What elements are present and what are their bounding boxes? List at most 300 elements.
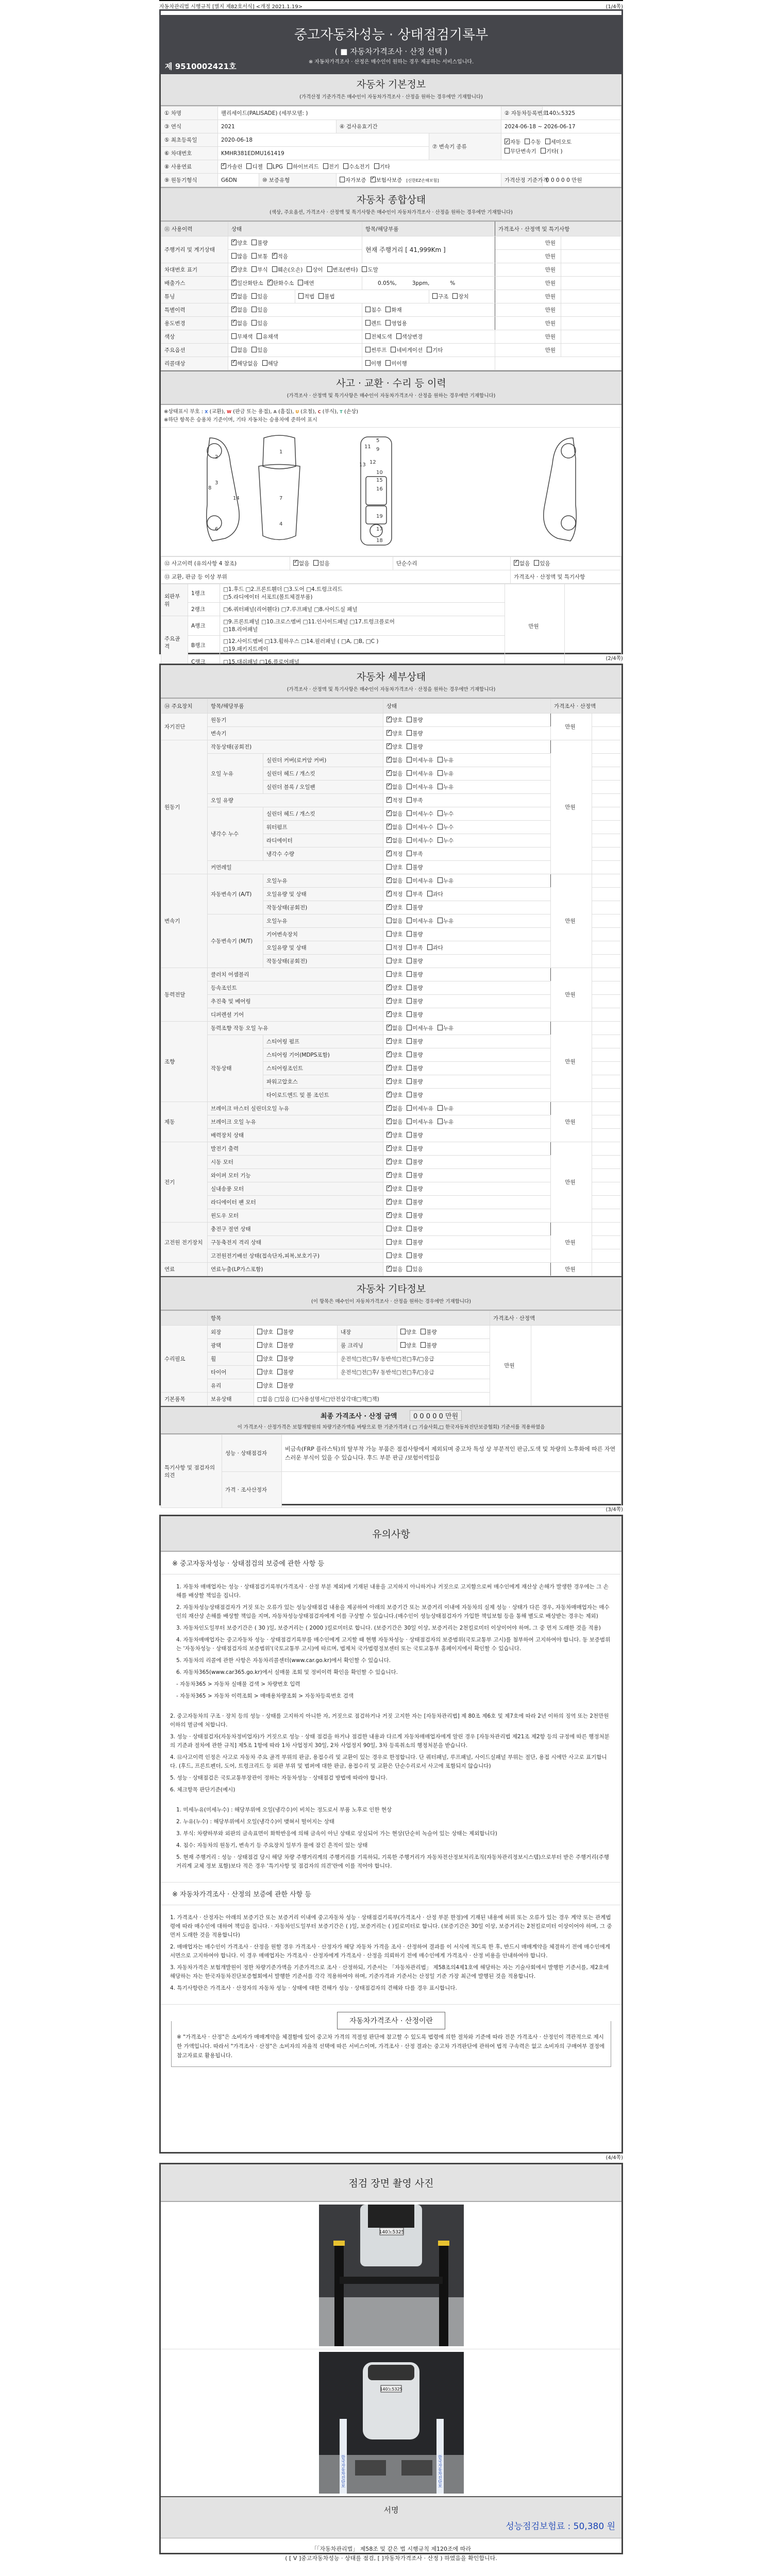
checkbox[interactable] (340, 177, 345, 182)
checkbox[interactable] (438, 1118, 443, 1124)
won-unit: 만원 (495, 317, 561, 330)
checkbox[interactable] (386, 998, 392, 1004)
form-header (159, 0, 623, 9)
checkbox[interactable] (407, 864, 412, 870)
accident-header (161, 370, 621, 405)
item-label: 등속조인트 (208, 981, 383, 995)
won-unit: 만원 (495, 263, 561, 277)
col-header: 가격조사 · 산정액 (490, 1311, 621, 1326)
checkbox[interactable] (407, 891, 412, 896)
checkbox[interactable] (293, 560, 298, 566)
won-unit: 만원 (495, 277, 561, 290)
checkbox[interactable] (407, 1172, 412, 1178)
document-title: 중고자동차성능 · 상태점검기록부 (294, 27, 489, 43)
label-transmission: ⑦ 변속기 종류 (429, 133, 501, 160)
checkbox[interactable] (421, 1342, 426, 1348)
price-assessment-box (161, 2004, 621, 2074)
rankA-parts-2: □18.리어패널 (223, 626, 258, 633)
checkbox[interactable] (251, 266, 257, 272)
checkbox[interactable] (407, 730, 412, 736)
record-number: 제 9510002421호 (165, 62, 237, 71)
checkbox[interactable] (365, 320, 371, 326)
checkbox[interactable] (407, 1159, 412, 1164)
label-usage: 용도변경 (161, 317, 228, 330)
checkbox[interactable] (374, 163, 379, 169)
part-label: 작동상태(공회전) (263, 955, 383, 968)
checkbox[interactable] (438, 877, 443, 883)
part-label: 오일누유 (263, 874, 383, 888)
checkbox[interactable] (386, 1145, 392, 1151)
checkbox[interactable] (386, 1132, 392, 1138)
checkbox[interactable] (407, 743, 412, 749)
device-group: 동력전달 (161, 968, 208, 1022)
section-title: 유의사항 (372, 1529, 410, 1540)
photo-row (161, 2349, 621, 2497)
checkbox[interactable] (386, 784, 392, 789)
checkbox[interactable] (407, 1266, 412, 1272)
status-options: ✓ 양호 불량 (383, 1129, 551, 1142)
checkbox[interactable] (257, 1329, 262, 1334)
checkbox[interactable] (400, 1329, 406, 1334)
part-number: 16 (376, 486, 383, 492)
checkbox[interactable] (365, 360, 371, 366)
checkbox[interactable] (251, 240, 257, 245)
checkbox[interactable] (407, 757, 412, 762)
checkbox[interactable] (427, 944, 432, 950)
note-item: 4. ⑫사고이력 인정은 사고로 자동차 주요 골격 부위의 판금, 용접수리 및 교환이 있는 경우로 한정합니다. 단 쿼터패널, 루프패널, 사이드실패널 부위는 절단, 용접 시에만 사고로 표기합니다. (후드, 프론트펜더, 도어, 트렁크리드 등 외판 부위 및 범퍼에 대한 판금, 용접수리 및 교환은 단순수리로서 사고에 포함되지 않습니다) (170, 1754, 607, 1769)
checkbox[interactable] (407, 1252, 412, 1258)
device-group: 연료 (161, 1263, 208, 1276)
checkbox[interactable] (407, 1025, 412, 1030)
part-label: 실린더 헤드 / 개스킷 (263, 767, 383, 781)
checkbox[interactable] (386, 877, 392, 883)
item-label: 브레이크 마스터 실린더오일 누유 (208, 1102, 383, 1115)
item-label: 냉각수 누수 (208, 807, 263, 861)
checkbox[interactable] (407, 797, 412, 803)
checkbox[interactable] (386, 770, 392, 776)
checkbox[interactable] (438, 770, 443, 776)
label-exterior: 외장 (208, 1326, 254, 1339)
checkbox[interactable] (407, 1199, 412, 1205)
checkbox[interactable] (386, 891, 392, 896)
checkbox[interactable] (365, 347, 371, 352)
status-options: ✓ 적정 부족 (383, 794, 551, 807)
status-options: ✓ 없음 미세누유 누유 (383, 1115, 551, 1129)
checkbox[interactable] (386, 944, 392, 950)
label-interior: 내장 (338, 1326, 397, 1339)
won-unit: 만원 (551, 1102, 592, 1142)
checkbox[interactable] (386, 851, 392, 856)
status-options: ✓ 양호 불량 (383, 1035, 551, 1048)
checkbox[interactable] (407, 784, 412, 789)
checkbox[interactable] (438, 918, 443, 923)
status-options: 양호 불량 (383, 928, 551, 941)
status-options: ✓ 양호 불량 (383, 995, 551, 1008)
checkbox[interactable] (541, 148, 546, 154)
checkbox[interactable] (407, 1011, 412, 1017)
checkbox[interactable] (231, 293, 237, 299)
notes-list-a (161, 1574, 621, 1712)
checkbox[interactable] (272, 266, 277, 272)
checkbox[interactable] (438, 824, 443, 829)
checkbox[interactable] (432, 293, 438, 299)
checkbox[interactable] (407, 944, 412, 950)
checkbox[interactable] (386, 904, 392, 910)
checkbox[interactable] (386, 757, 392, 762)
item-label: 원동기 (208, 714, 383, 727)
note-item: 5. 자동차의 리콜에 관한 사항은 자동차리콜센터(www.car.go.kr)에서 확인할 수 있습니다. (176, 1657, 391, 1664)
checkbox[interactable] (386, 837, 392, 843)
checkbox[interactable] (407, 1038, 412, 1044)
checkbox[interactable] (231, 360, 237, 366)
checkbox[interactable] (323, 163, 328, 169)
device-group: 자기진단 (161, 714, 208, 740)
checkbox[interactable] (371, 177, 376, 182)
label-abnormal-parts: ⑬ 교환, 판금 등 이상 부위 (161, 570, 511, 584)
checkbox[interactable] (396, 333, 401, 339)
checkbox[interactable] (386, 1105, 392, 1111)
checkbox[interactable] (385, 320, 391, 326)
checkbox[interactable] (386, 1011, 392, 1017)
checkbox[interactable] (231, 253, 237, 259)
status-options: 양호 불량 (383, 1223, 551, 1236)
checkbox[interactable] (407, 717, 412, 722)
checkbox[interactable] (386, 1078, 392, 1084)
checkbox[interactable] (407, 1105, 412, 1111)
checkbox[interactable] (438, 784, 443, 789)
device-group: 고전원 전기장치 (161, 1223, 208, 1263)
note-item: 2. 매매업자는 매수인이 가격조사 · 산정을 원할 경우 가격조사 · 산정자가 해당 자동차 가격을 조사 · 산정하여 결과를 이 서식에 적도록 한 후, 반드시 매매계약을 체결하기 전에 매수인에게 서면으로 고지하여야 합니다. 이 경우 매매업자는 가격조사 · 산정자에게 가격조사 · 산정을 의뢰하기 전에 매수인에게 가격조사 · 산정 비용을 안내하여야 합니다. (170, 1944, 610, 1959)
checkbox[interactable] (277, 1355, 282, 1361)
part-number: 3 (215, 480, 219, 486)
checkbox[interactable] (386, 1065, 392, 1071)
wheel-position: 운전석□전□후/ 동반석□전□후/□응급 (338, 1352, 490, 1366)
checkbox[interactable] (365, 307, 371, 312)
checkbox[interactable] (407, 1185, 412, 1191)
box-text: ※ "가격조사 · 산정"은 소비자가 매매계약을 체결함에 있어 중고차 가격의 적절성 판단에 참고할 수 있도록 법령에 의한 절차와 기준에 따라 전문 가격조사 · 산정인이 객관적으로 제시한 가액입니다. 따라서 "가격조사 · 산정"은 소비자의 자율적 선택에 따른 서비스이며, 가격조사 · 산정 결과는 중고차 가격판단에 관하여 법적 구속력은 없고 소비자의 구매여부 결정에 참고자료로 활용됩니다. (171, 2021, 611, 2067)
checkbox[interactable] (407, 810, 412, 816)
checkbox[interactable] (231, 307, 237, 312)
checkbox[interactable] (251, 307, 257, 312)
table-row (161, 874, 621, 888)
checkbox[interactable] (386, 797, 392, 803)
section-subtitle: (색상, 주요옵션, 가격조사 · 산정액 및 특기사항은 매수인이 자동차가격조사 · 산정을 원하는 경우에만 기재합니다) (270, 210, 513, 215)
checkbox[interactable] (298, 280, 303, 285)
checkbox[interactable] (438, 837, 443, 843)
inspection-insurance-fee: 성능점검보험료 : 50,380 원 (506, 2521, 615, 2532)
checkbox[interactable] (385, 360, 391, 366)
checkbox[interactable] (534, 560, 539, 566)
checkbox[interactable] (386, 1159, 392, 1164)
won-unit: 만원 (495, 344, 561, 357)
status-options: ✓ 양호 불량 (383, 1142, 551, 1156)
checkbox[interactable] (407, 770, 412, 776)
document-subtitle: ( ■ 자동차가격조사 · 산정 선택 ) (334, 47, 448, 56)
etc-header (161, 1276, 621, 1311)
checkbox[interactable] (362, 266, 367, 272)
checkbox[interactable] (386, 1212, 392, 1218)
part-label: 오일유량 및 상태 (263, 888, 383, 901)
table-row (161, 1102, 621, 1115)
checkbox[interactable] (386, 1092, 392, 1097)
checkbox[interactable] (407, 824, 412, 829)
checkbox[interactable] (386, 743, 392, 749)
page-number: (1/4쪽) (606, 4, 623, 10)
checkbox[interactable] (318, 293, 324, 299)
col-header: 가격조사 · 산정액 및 특기사항 (495, 222, 621, 236)
checkbox[interactable] (257, 1342, 262, 1348)
page-number: (4/4쪽) (606, 2155, 623, 2161)
checkbox[interactable] (438, 757, 443, 762)
rankC-parts: □15.대쉬패널 □16.플로어패널 (220, 655, 505, 669)
checkbox[interactable] (386, 971, 392, 977)
label-price-note: 가격조사 · 산정액 및 특기사항 (511, 570, 621, 584)
note-item: - 자동차365 > 자동차 실매물 검색 > 차량번호 입력 (176, 1681, 300, 1687)
checkbox[interactable] (251, 293, 257, 299)
part-label: 스티어링조인트 (263, 1062, 383, 1075)
checkbox[interactable] (386, 918, 392, 923)
checkbox[interactable] (313, 560, 318, 566)
won-unit: 만원 (551, 714, 592, 740)
checkbox[interactable] (407, 1052, 412, 1057)
checkbox[interactable] (277, 1382, 282, 1388)
checkbox[interactable] (525, 139, 530, 144)
checkbox[interactable] (231, 333, 237, 339)
checkbox[interactable] (246, 163, 251, 169)
rank1-parts-2: □5.라디에이터 서포트(볼트체결부품) (223, 594, 313, 600)
checkbox[interactable] (386, 810, 392, 816)
part-label: 기어변속장치 (263, 928, 383, 941)
checkbox[interactable] (505, 139, 510, 144)
checkbox[interactable] (407, 1239, 412, 1245)
checkbox[interactable] (407, 958, 412, 963)
detail-table (161, 699, 621, 1276)
status-options: ✓ 양호 불량 (383, 1048, 551, 1062)
checkbox[interactable] (251, 320, 257, 326)
checkbox[interactable] (231, 320, 237, 326)
item-label: 시동 모터 (208, 1156, 383, 1169)
checkbox[interactable] (386, 1199, 392, 1205)
note-item: 1. 자동차 매매업자는 성능 · 상태점검기록부(가격조사 · 산정 부분 제외)에 기재된 내용을 고지하지 아니하거나 거짓으로 고지함으로써 매수인에게 재산상 손해가 발생한 경우에는 그 손해를 배상할 책임을 집니다. (176, 1584, 609, 1599)
item-label: 동력조향 작동 오일 누유 (208, 1022, 383, 1035)
form-reference: 자동차관리법 시행규칙 [별지 제82호서식] <개정 2021.1.19> (159, 4, 303, 10)
checkbox[interactable] (407, 904, 412, 910)
checkbox[interactable] (391, 347, 396, 352)
checkbox[interactable] (262, 360, 267, 366)
checkbox[interactable] (386, 1226, 392, 1231)
label-emission: 배출가스 (161, 277, 228, 290)
checkbox[interactable] (386, 1172, 392, 1178)
checkbox[interactable] (298, 293, 304, 299)
label-vin: ⑥ 차대번호 (161, 147, 218, 160)
checkbox[interactable] (386, 931, 392, 937)
col-header: ⑭ 주요장치 (161, 699, 208, 714)
checkbox[interactable] (343, 163, 348, 169)
checkbox[interactable] (407, 1065, 412, 1071)
checkbox[interactable] (407, 1118, 412, 1124)
label-frame: 주요골격 (161, 616, 188, 669)
label-special: 특별이력 (161, 303, 228, 317)
note-item: 5. 성능 · 상태점검은 국토교통부장관이 정하는 자동차성능 · 상태점검 방법에 따라야 합니다. (170, 1775, 388, 1781)
part-number: 11 (364, 444, 371, 450)
checkbox[interactable] (386, 1038, 392, 1044)
status-options: ✓ 양호 불량 (383, 740, 551, 754)
inspection-photo-rear (319, 2352, 464, 2494)
checkbox[interactable] (505, 148, 510, 154)
won-unit: 만원 (495, 303, 561, 317)
checkbox[interactable] (407, 931, 412, 937)
transmission-options: ✓자동 수동 세미오토 무단변속기 기타( ) (501, 133, 621, 160)
status-options: ✓ 없음 미세누유 누유 (383, 767, 551, 781)
part-label: 실린더 커버(로커암 커버) (263, 754, 383, 767)
checkbox[interactable] (287, 163, 292, 169)
checkbox[interactable] (257, 1355, 262, 1361)
checkbox[interactable] (231, 280, 237, 285)
checkbox[interactable] (400, 1342, 406, 1348)
checkbox[interactable] (386, 1052, 392, 1057)
rank-label: B랭크 (188, 636, 220, 655)
label-opinion: 특기사항 및 점검자의 의견 (161, 1435, 222, 1508)
basic-info-table (161, 106, 621, 187)
confirmation-line-1: 「「자동차관리법」 제58조 및 같은 법 시행규칙 제120조에 따라 (311, 2546, 472, 2552)
item-label: 수동변속기 (M/T) (208, 914, 263, 968)
checkbox[interactable] (407, 985, 412, 990)
checkbox[interactable] (386, 1266, 392, 1272)
checkbox[interactable] (221, 163, 226, 169)
checkbox[interactable] (386, 1185, 392, 1191)
checkbox[interactable] (231, 240, 237, 245)
checkbox[interactable] (407, 1226, 412, 1231)
first-reg-date: 2020-06-18 (218, 133, 429, 147)
note-item: 6. 자동차365(www.car365.go.kr)에서 실매물 조회 및 정비이력 확인을 확인할 수 있습니다. (176, 1669, 398, 1675)
item-label: 라디에이터 팬 모터 (208, 1196, 383, 1209)
label-accident-history: ⑫ 사고이력 (유의사항 4 참조) (161, 557, 290, 570)
checkbox[interactable] (267, 163, 272, 169)
won-unit: 만원 (551, 874, 592, 968)
label-outer: 외판부위 (161, 584, 188, 616)
svg-text:한국자동차진단보: 한국자동차진단보 (438, 2455, 442, 2488)
table-row (161, 1142, 621, 1156)
checkbox[interactable] (386, 730, 392, 736)
checkbox[interactable] (407, 877, 412, 883)
item-label: 작동상태 (208, 1035, 263, 1102)
current-mileage: 현재 주행거리 [ 41,999Km ] (362, 236, 495, 263)
checkbox[interactable] (407, 998, 412, 1004)
checkbox[interactable] (438, 1105, 443, 1111)
page-3 (159, 1515, 623, 2154)
status-options: ✓ 양호 불량 (383, 1008, 551, 1022)
checkbox[interactable] (386, 864, 392, 870)
checkbox[interactable] (386, 1252, 392, 1258)
checkbox[interactable] (438, 1025, 443, 1030)
status-options: ✓ 없음 미세누유 누유 (383, 1022, 551, 1035)
checkbox[interactable] (277, 1342, 282, 1348)
checkbox[interactable] (407, 851, 412, 856)
final-price-title: 최종 가격조사 · 산정 금액 (320, 1413, 397, 1420)
checkbox[interactable] (272, 253, 277, 259)
checkbox[interactable] (407, 971, 412, 977)
checkbox[interactable] (251, 347, 257, 352)
checkbox[interactable] (386, 1025, 392, 1030)
checkbox[interactable] (545, 139, 550, 144)
label-wheel: 휠 (208, 1352, 254, 1366)
checkbox[interactable] (514, 560, 519, 566)
checkbox[interactable] (231, 266, 237, 272)
part-number: 12 (369, 460, 376, 465)
car-right-side (544, 438, 576, 541)
checkbox[interactable] (421, 1329, 426, 1334)
checkbox[interactable] (407, 1145, 412, 1151)
car-name: 팰리세이드(PALISADE) (세부모델: ) (218, 107, 501, 120)
inspection-photo-front (319, 2205, 464, 2346)
document (159, 0, 623, 2562)
legend-code: A (흠집), (273, 409, 294, 415)
checkbox[interactable] (267, 280, 273, 285)
checkbox[interactable] (385, 307, 391, 312)
checkbox[interactable] (277, 1369, 282, 1375)
checkbox[interactable] (438, 810, 443, 816)
col-header: 항목/해당부품 (362, 222, 495, 236)
checkbox[interactable] (452, 293, 458, 299)
checkbox[interactable] (407, 1132, 412, 1138)
vin: KMHR381EDMU161419 (218, 147, 429, 160)
checkbox[interactable] (251, 253, 257, 259)
note-item: 3. 자동차가격은 보험개발원이 정한 차량기준가액을 기준가격으로 조사 · 산정하되, 기준서는 「자동차관리법」 제58조의4제1호에 해당하는 자는 기술사회에서 발행한 기준서를, 제2호에 해당하는 자는 한국자동차진단보증협회에서 발행한 기준서를 각각 적용하여야 하며, 기준가격과 기준서는 산정일 기준 가장 최근에 발행된 것을 적용합니다. (170, 1964, 609, 1979)
part-number: 6 (215, 527, 219, 532)
table-row (161, 740, 621, 754)
section-subtitle: (가격조사 · 산정액 및 특기사항은 매수인이 자동차가격조사 · 산정을 원하는 경우에만 기재합니다) (287, 687, 496, 692)
checkbox[interactable] (365, 333, 371, 339)
checkbox[interactable] (307, 266, 312, 272)
checkbox[interactable] (386, 824, 392, 829)
checkbox[interactable] (257, 333, 262, 339)
checkbox[interactable] (386, 958, 392, 963)
checkbox[interactable] (427, 347, 432, 352)
photo-row (161, 2202, 621, 2349)
part-number: 10 (376, 470, 383, 476)
checkbox[interactable] (277, 1329, 282, 1334)
confirmation-text (161, 2538, 621, 2563)
checkbox[interactable] (257, 1369, 262, 1375)
part-label: 타이로드엔드 및 볼 조인트 (263, 1089, 383, 1102)
label-simple-repair: 단순수리 (393, 557, 511, 570)
col-header: ⑪ 사용이력 (161, 222, 228, 236)
checkbox[interactable] (257, 1382, 262, 1388)
note-item: 4. 자동차매매업자는 중고자동차 성능 · 상태점검기록부를 매수인에게 고지할 때 현행 자동차성능 · 상태점검자의 보증범위(국토교통부 고시)를 첨부하여 고지하여야 합니다. 동 보증범위는 '자동차성능 · 상태점검자의 보증범위'(국토교통부 고시)에 따르며, 법제처 국가법령정보센터 또는 국토교통부 홈페이지에서 확인할 수 있습니다. (176, 1637, 611, 1652)
checkbox[interactable] (407, 918, 412, 923)
checkbox[interactable] (386, 1118, 392, 1124)
car-top (259, 465, 300, 540)
checkbox[interactable] (407, 837, 412, 843)
checkbox[interactable] (386, 985, 392, 990)
part-label: 워터펌프 (263, 821, 383, 834)
won-unit: 만원 (495, 250, 561, 263)
detail-header (161, 665, 621, 699)
checkbox[interactable] (231, 347, 237, 352)
checkbox[interactable] (407, 1212, 412, 1218)
etc-table: 항목 가격조사 · 산정액 수리필요 외장 양호 불량 내장 양호 불량 만원 광택 양호 불량 룸 크리닝 양호 불량 휠 양호 불량 운전석□전□후/ 동반석□전□후/□응급 타이어 양호 불량 운전석□전□후/ 동반석□전□후/□응급 유리 양호 불량 기본품목 보유상태 □없음 □있음 (□사용설명서□안전삼각대□잭□잭) (161, 1311, 621, 1406)
checkbox[interactable] (407, 1092, 412, 1097)
checkbox[interactable] (407, 1078, 412, 1084)
part-number: 7 (279, 496, 283, 501)
label-room-cleaning: 룸 크리닝 (338, 1339, 397, 1352)
rankA-parts: □9.프론트패널 □10.크로스멤버 □11.인사이드패널 □17.트렁크플로어 (223, 618, 395, 625)
checkbox[interactable] (386, 717, 392, 722)
checkbox[interactable] (427, 891, 432, 896)
checkbox[interactable] (386, 1239, 392, 1245)
checkbox[interactable] (327, 266, 332, 272)
car-diagram (161, 428, 621, 556)
